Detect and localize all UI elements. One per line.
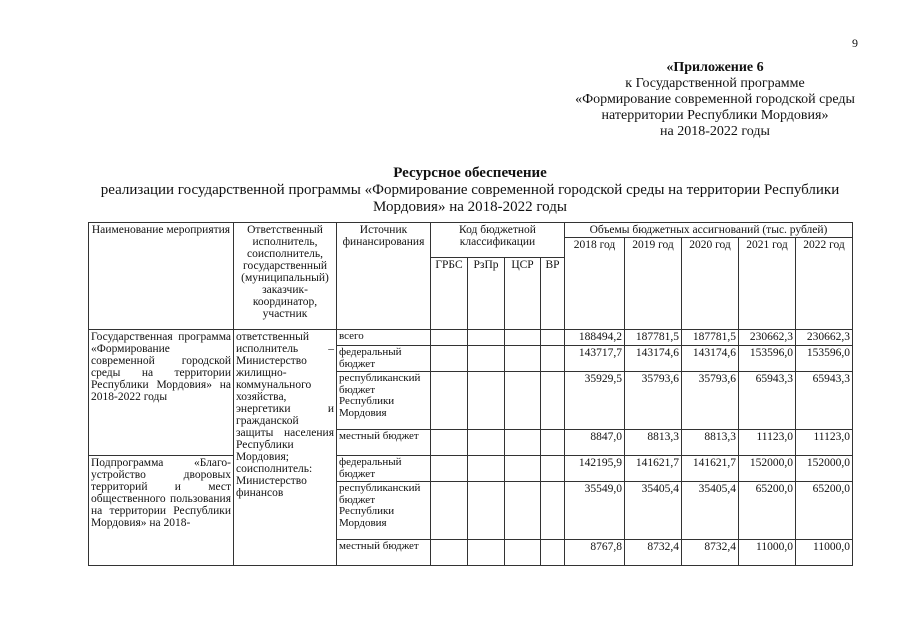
value-cell: 11123,0 — [796, 430, 853, 456]
appendix-header — [520, 60, 905, 140]
value-cell: 35405,4 — [682, 482, 739, 540]
header-code: ЦСР — [505, 258, 541, 330]
value-cell: 8732,4 — [682, 540, 739, 566]
value-cell: 8732,4 — [625, 540, 682, 566]
value-cell: 143174,6 — [682, 346, 739, 372]
header-year: 2022 год — [796, 238, 853, 330]
value-cell: 65200,0 — [796, 482, 853, 540]
value-cell: 11000,0 — [796, 540, 853, 566]
program-name: Государственная программа «Формирование современной городской среды на территории Республики Мордовия» на 2018-2022 годы — [89, 330, 234, 456]
header-source: Источник финансирования — [337, 223, 431, 330]
value-cell: 35793,6 — [625, 372, 682, 430]
value-cell: 11123,0 — [739, 430, 796, 456]
appendix-line: на 2018-2022 годы — [660, 124, 770, 139]
value-cell: 141621,7 — [682, 456, 739, 482]
value-cell: 230662,3 — [739, 330, 796, 346]
value-cell: 8847,0 — [565, 430, 625, 456]
value-cell: 8813,3 — [682, 430, 739, 456]
source-cell: республиканский бюджет Республики Мордовия — [337, 372, 431, 430]
document-title — [70, 165, 870, 216]
header-year: 2018 год — [565, 238, 625, 330]
source-cell: федеральный бюджет — [337, 346, 431, 372]
header-year: 2021 год — [739, 238, 796, 330]
value-cell: 65200,0 — [739, 482, 796, 540]
value-cell: 230662,3 — [796, 330, 853, 346]
table-row — [89, 330, 853, 346]
title-line: Мордовия» на 2018-2022 годы — [373, 199, 567, 215]
appendix-title: «Приложение 6 — [666, 60, 764, 75]
value-cell: 153596,0 — [796, 346, 853, 372]
value-cell: 8813,3 — [625, 430, 682, 456]
source-cell: федеральный бюджет — [337, 456, 431, 482]
value-cell: 35929,5 — [565, 372, 625, 430]
header-code: РзПр — [468, 258, 505, 330]
value-cell: 65943,3 — [739, 372, 796, 430]
header-code: ГРБС — [431, 258, 468, 330]
header-name: Наименование мероприятия — [89, 223, 234, 330]
header-executor: Ответственный исполнитель, соисполнитель, государственный (муниципальный) заказчик-координатор, участник — [234, 223, 337, 330]
value-cell: 8767,8 — [565, 540, 625, 566]
value-cell: 11000,0 — [739, 540, 796, 566]
subprogram-name: Подпрограмма «Благо-устройство дворовых территорий и мест общественного пользования на территории Республики Мордовия» на 2018- — [89, 456, 234, 566]
header-code: ВР — [541, 258, 565, 330]
value-cell: 187781,5 — [625, 330, 682, 346]
appendix-line: натерритории Республики Мордовия» — [601, 108, 829, 123]
source-cell: местный бюджет — [337, 540, 431, 566]
value-cell: 35405,4 — [625, 482, 682, 540]
resource-table — [88, 222, 853, 566]
table-row — [89, 456, 853, 482]
value-cell: 152000,0 — [796, 456, 853, 482]
source-cell: местный бюджет — [337, 430, 431, 456]
source-cell: всего — [337, 330, 431, 346]
page-number: 9 — [852, 36, 858, 50]
value-cell: 65943,3 — [796, 372, 853, 430]
header-budget-code: Код бюджетной классификации — [431, 223, 565, 258]
value-cell: 35793,6 — [682, 372, 739, 430]
value-cell: 188494,2 — [565, 330, 625, 346]
value-cell: 142195,9 — [565, 456, 625, 482]
header-year: 2020 год — [682, 238, 739, 330]
header-volumes: Объемы бюджетных ассигнований (тыс. рублей) — [565, 223, 853, 238]
value-cell: 141621,7 — [625, 456, 682, 482]
header-year: 2019 год — [625, 238, 682, 330]
value-cell: 187781,5 — [682, 330, 739, 346]
appendix-line: к Государственной программе — [625, 76, 805, 91]
value-cell: 153596,0 — [739, 346, 796, 372]
value-cell: 35549,0 — [565, 482, 625, 540]
value-cell: 152000,0 — [739, 456, 796, 482]
title-bold: Ресурсное обеспечение — [393, 165, 547, 181]
appendix-line: «Формирование современной городской среды — [575, 92, 855, 107]
title-line: реализации государственной программы «Формирование современной городской среды на территории Республики — [100, 182, 840, 198]
executor-cell: ответственный исполнитель – Министерство жилищно-коммунального хозяйства, энергетики и гражданской защиты населения Республики Мордовия; соисполнитель: Министерство финансов — [234, 330, 337, 566]
value-cell: 143174,6 — [625, 346, 682, 372]
value-cell: 143717,7 — [565, 346, 625, 372]
source-cell: республиканский бюджет Республики Мордовия — [337, 482, 431, 540]
